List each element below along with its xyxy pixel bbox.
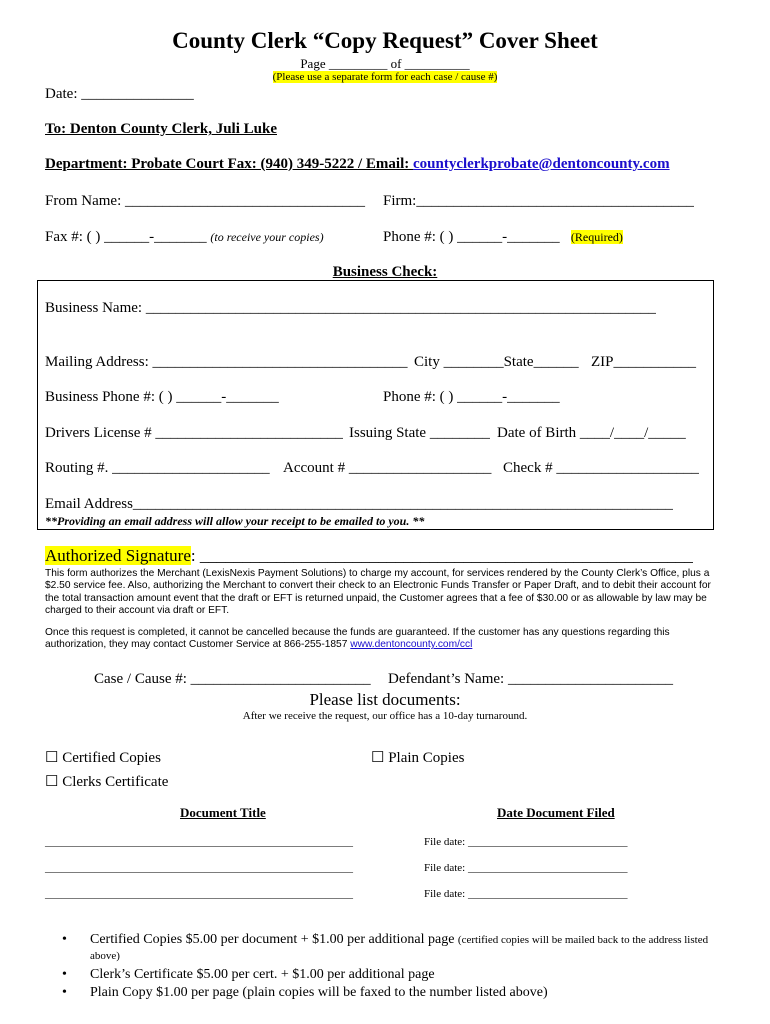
clerks-certificate-checkbox[interactable]: ☐ Clerks Certificate xyxy=(45,774,169,790)
bullet-icon: • xyxy=(62,932,67,947)
defendant-name-field[interactable]: Defendant’s Name: ______________________ xyxy=(388,671,673,687)
authorization-paragraph: This form authorizes the Merchant (LexisNexis Payment Solutions) to charge my account, for services rendered by the County Clerk’s Office, plus a $2.50 service fee. Also, authorizing the Merchant to convert their check to an Electronic Funds Transfer or Paper Draft, and to debit their account for the total transaction amount event that the draft or EFT is returned unpaid, the Customer agrees that a fee of $30.00 or as allowable by law may be charged to their account via draft or EFT. xyxy=(45,568,711,617)
turnaround-note: After we receive the request, our office has a 10-day turnaround. xyxy=(242,710,528,722)
file-date-field-3[interactable]: File date: _____________________________ xyxy=(424,888,628,900)
business-phone-field[interactable]: Business Phone #: ( ) ______-_______ xyxy=(45,389,279,405)
bc-phone-field[interactable]: Phone #: ( ) ______-_______ xyxy=(383,389,560,405)
fee-item-certified: • Certified Copies $5.00 per document + $1.00 per additional page (certified copies will be mailed back to the address listed above) xyxy=(62,932,709,962)
from-name-field[interactable]: From Name: ________________________________ xyxy=(45,193,365,209)
file-date-field-2[interactable]: File date: _____________________________ xyxy=(424,862,628,874)
document-title-header: Document Title xyxy=(180,805,266,820)
certified-copies-checkbox[interactable]: ☐ Certified Copies xyxy=(45,750,161,766)
fee-item-clerks-certificate: • Clerk’s Certificate $5.00 per cert. + $1.00 per additional page xyxy=(62,967,435,982)
mailing-address-field[interactable]: Mailing Address: __________________________________ xyxy=(45,354,408,370)
department-email-link[interactable]: countyclerkprobate@dentoncounty.com xyxy=(412,156,670,172)
city-state-field[interactable]: City ________State______ xyxy=(414,354,579,370)
email-receipt-note: **Providing an email address will allow your receipt to be emailed to you. ** xyxy=(45,514,425,528)
document-title-line-3[interactable]: ________________________________________________________ xyxy=(45,888,353,900)
date-field[interactable]: Date: _______________ xyxy=(45,86,194,102)
separate-form-note: (Please use a separate form for each case / cause #) xyxy=(272,71,498,83)
date-filed-header: Date Document Filed xyxy=(497,805,615,820)
issuing-state-field[interactable]: Issuing State ________ xyxy=(349,425,490,441)
fax-note: (to receive your copies) xyxy=(210,230,324,244)
email-address-field[interactable]: Email Address________________________________________________________________________ xyxy=(45,496,673,512)
document-title-line-2[interactable]: ________________________________________________________ xyxy=(45,862,353,874)
required-badge: (Required) xyxy=(570,230,623,244)
authorized-signature-label: Authorized Signature xyxy=(45,546,191,565)
document-title-line-1[interactable]: ________________________________________________________ xyxy=(45,836,353,848)
case-cause-field[interactable]: Case / Cause #: ________________________ xyxy=(94,671,371,687)
firm-field[interactable]: Firm:_____________________________________ xyxy=(383,193,694,209)
page-number-line[interactable]: Page _________ of __________ xyxy=(300,56,470,71)
account-number-field[interactable]: Account # ___________________ xyxy=(283,460,492,476)
business-name-field[interactable]: Business Name: ____________________________________________________________________ xyxy=(45,300,656,316)
file-date-field-1[interactable]: File date: _____________________________ xyxy=(424,836,628,848)
bullet-icon: • xyxy=(62,967,67,982)
to-recipient: To: Denton County Clerk, Juli Luke xyxy=(45,121,277,137)
form-title: County Clerk “Copy Request” Cover Sheet xyxy=(172,28,598,53)
date-of-birth-field[interactable]: Date of Birth ____/____/_____ xyxy=(497,425,686,441)
department-line: Department: Probate Court Fax: (940) 349-5222 / Email: countyclerkprobate@dentoncounty.com xyxy=(45,156,670,172)
documents-heading: Please list documents: xyxy=(309,690,461,709)
phone-field[interactable]: Phone #: ( ) ______-_______ (Required) xyxy=(383,229,623,245)
county-website-link[interactable]: www.dentoncounty.com/ccl xyxy=(350,639,473,651)
plain-copies-checkbox[interactable]: ☐ Plain Copies xyxy=(371,750,465,766)
business-check-heading: Business Check: xyxy=(332,264,438,280)
routing-number-field[interactable]: Routing #. _____________________ xyxy=(45,460,270,476)
fee-item-plain-copy: • Plain Copy $1.00 per page (plain copies will be faxed to the number listed above) xyxy=(62,985,548,1000)
zip-field[interactable]: ZIP___________ xyxy=(591,354,696,370)
authorized-signature-field[interactable]: Authorized Signature: __________________________________________________________ xyxy=(45,546,693,565)
fax-field[interactable]: Fax #: ( ) ______-_______ (to receive your copies) xyxy=(45,229,324,245)
check-number-field[interactable]: Check # ___________________ xyxy=(503,460,699,476)
drivers-license-field[interactable]: Drivers License # _________________________ xyxy=(45,425,343,441)
bullet-icon: • xyxy=(62,985,67,1000)
cancellation-paragraph: Once this request is completed, it cannot be cancelled because the funds are guaranteed. If the customer has any questions regarding this authorization, they may contact Customer Service at 866-255-1857 www.dentoncounty.com/ccl xyxy=(45,627,670,651)
fee-list xyxy=(62,932,732,1003)
